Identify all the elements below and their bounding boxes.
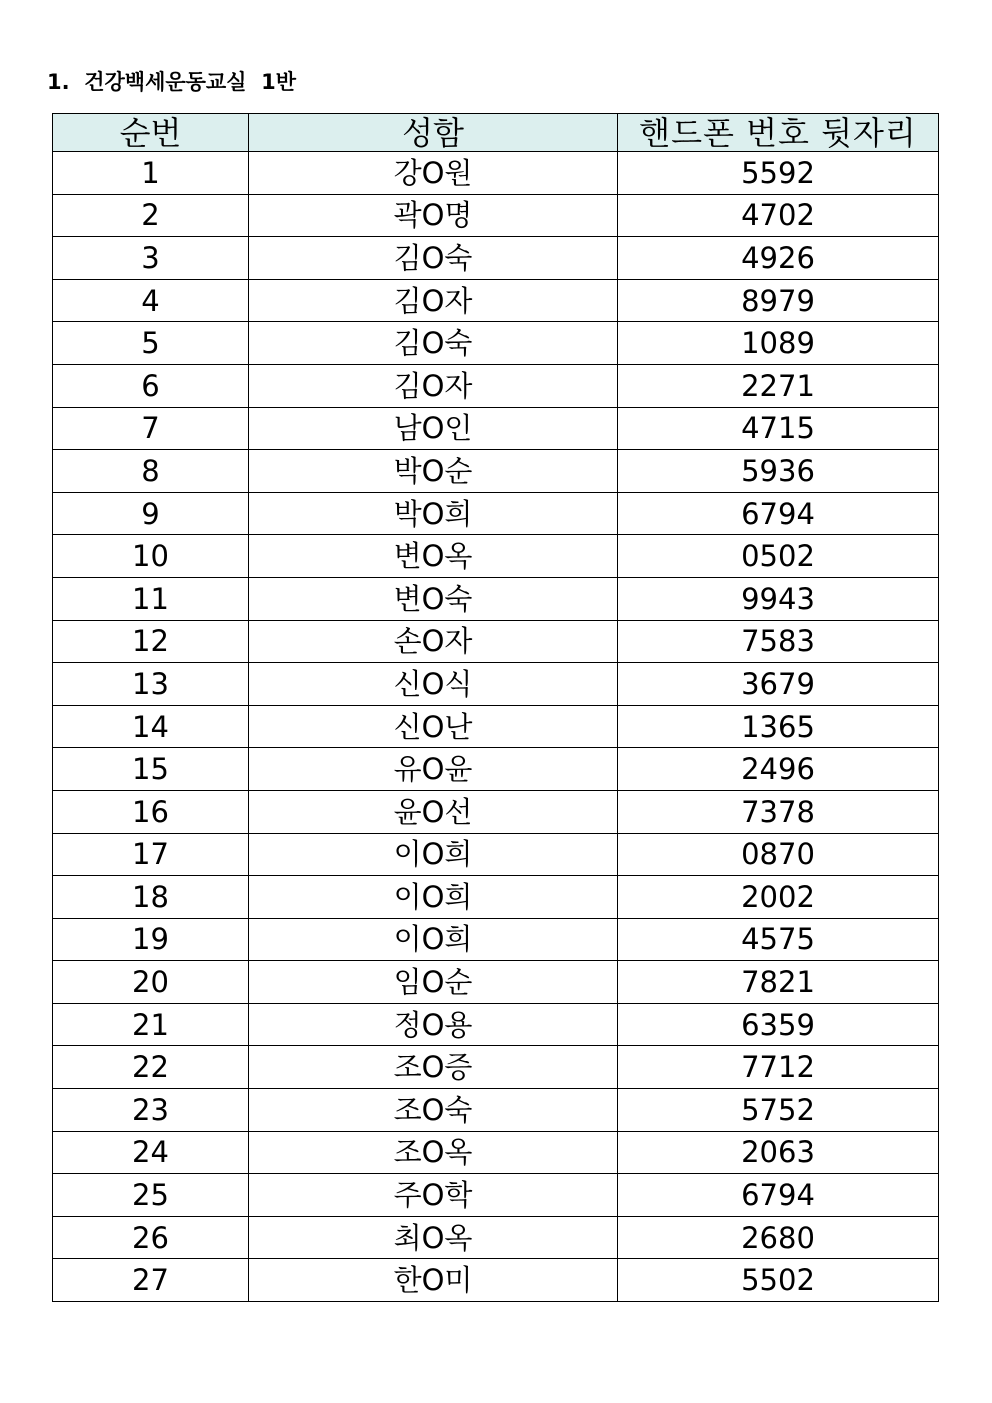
table-row	[53, 492, 939, 535]
cell-number: 12	[53, 620, 249, 663]
cell-phone: 2271	[618, 364, 939, 407]
cell-phone: 6794	[618, 1174, 939, 1217]
table-row	[53, 237, 939, 280]
cell-phone: 1089	[618, 322, 939, 365]
cell-number: 5	[53, 322, 249, 365]
cell-number: 17	[53, 833, 249, 876]
table-row	[53, 407, 939, 450]
cell-name: 조O옥	[249, 1131, 618, 1174]
cell-number: 15	[53, 748, 249, 791]
cell-name: 김O숙	[249, 237, 618, 280]
cell-number: 16	[53, 790, 249, 833]
table-row	[53, 1131, 939, 1174]
cell-number: 22	[53, 1046, 249, 1089]
cell-phone: 5752	[618, 1089, 939, 1132]
cell-name: 손O자	[249, 620, 618, 663]
cell-number: 7	[53, 407, 249, 450]
page-title: 1. 건강백세운동교실 1반	[47, 70, 297, 94]
table-row	[53, 833, 939, 876]
cell-number: 2	[53, 194, 249, 237]
cell-name: 김O자	[249, 279, 618, 322]
cell-number: 4	[53, 279, 249, 322]
cell-phone: 5592	[618, 152, 939, 195]
cell-phone: 6359	[618, 1003, 939, 1046]
cell-number: 19	[53, 918, 249, 961]
table-row	[53, 1259, 939, 1302]
cell-phone: 7821	[618, 961, 939, 1004]
cell-name: 강O원	[249, 152, 618, 195]
table-row	[53, 152, 939, 195]
table-row	[53, 790, 939, 833]
cell-number: 8	[53, 450, 249, 493]
table-row	[53, 364, 939, 407]
cell-phone: 3679	[618, 663, 939, 706]
table-row	[53, 279, 939, 322]
cell-number: 9	[53, 492, 249, 535]
cell-phone: 8979	[618, 279, 939, 322]
table-row	[53, 1174, 939, 1217]
table-row	[53, 961, 939, 1004]
cell-number: 25	[53, 1174, 249, 1217]
cell-phone: 5936	[618, 450, 939, 493]
cell-name: 박O순	[249, 450, 618, 493]
table-row	[53, 918, 939, 961]
table-row	[53, 450, 939, 493]
table-row	[53, 535, 939, 578]
cell-name: 주O학	[249, 1174, 618, 1217]
cell-name: 신O식	[249, 663, 618, 706]
cell-phone: 7378	[618, 790, 939, 833]
cell-name: 이O희	[249, 833, 618, 876]
cell-number: 11	[53, 577, 249, 620]
cell-name: 곽O명	[249, 194, 618, 237]
cell-phone: 4575	[618, 918, 939, 961]
cell-name: 윤O선	[249, 790, 618, 833]
table-row	[53, 748, 939, 791]
cell-phone: 0870	[618, 833, 939, 876]
header-name: 성함	[249, 114, 618, 152]
roster-table	[52, 113, 939, 1302]
cell-phone: 2680	[618, 1216, 939, 1259]
cell-number: 18	[53, 876, 249, 919]
table-header	[53, 114, 939, 152]
cell-name: 김O자	[249, 364, 618, 407]
cell-number: 24	[53, 1131, 249, 1174]
cell-name: 조O증	[249, 1046, 618, 1089]
cell-phone: 5502	[618, 1259, 939, 1302]
cell-number: 1	[53, 152, 249, 195]
cell-phone: 4926	[618, 237, 939, 280]
cell-number: 14	[53, 705, 249, 748]
cell-phone: 7712	[618, 1046, 939, 1089]
cell-number: 26	[53, 1216, 249, 1259]
cell-name: 박O희	[249, 492, 618, 535]
cell-phone: 7583	[618, 620, 939, 663]
header-row	[53, 114, 939, 152]
cell-name: 조O숙	[249, 1089, 618, 1132]
cell-number: 27	[53, 1259, 249, 1302]
cell-number: 10	[53, 535, 249, 578]
cell-name: 김O숙	[249, 322, 618, 365]
table-row	[53, 577, 939, 620]
header-phone: 핸드폰 번호 뒷자리	[618, 114, 939, 152]
cell-name: 신O난	[249, 705, 618, 748]
cell-phone: 0502	[618, 535, 939, 578]
cell-name: 정O용	[249, 1003, 618, 1046]
table-body	[53, 152, 939, 1302]
cell-phone: 2063	[618, 1131, 939, 1174]
cell-name: 유O윤	[249, 748, 618, 791]
cell-number: 23	[53, 1089, 249, 1132]
cell-phone: 1365	[618, 705, 939, 748]
cell-number: 21	[53, 1003, 249, 1046]
cell-phone: 2002	[618, 876, 939, 919]
table-row	[53, 705, 939, 748]
table-row	[53, 1216, 939, 1259]
cell-number: 13	[53, 663, 249, 706]
cell-phone: 6794	[618, 492, 939, 535]
table-row	[53, 322, 939, 365]
cell-name: 변O숙	[249, 577, 618, 620]
cell-number: 20	[53, 961, 249, 1004]
table-row	[53, 876, 939, 919]
cell-phone: 4702	[618, 194, 939, 237]
header-number: 순번	[53, 114, 249, 152]
table-row	[53, 1046, 939, 1089]
cell-name: 이O희	[249, 918, 618, 961]
table-row	[53, 663, 939, 706]
table-row	[53, 1003, 939, 1046]
cell-phone: 9943	[618, 577, 939, 620]
table-row	[53, 1089, 939, 1132]
cell-name: 이O희	[249, 876, 618, 919]
cell-name: 남O인	[249, 407, 618, 450]
cell-name: 최O옥	[249, 1216, 618, 1259]
cell-name: 변O옥	[249, 535, 618, 578]
cell-number: 3	[53, 237, 249, 280]
table-row	[53, 194, 939, 237]
cell-phone: 4715	[618, 407, 939, 450]
cell-phone: 2496	[618, 748, 939, 791]
cell-name: 임O순	[249, 961, 618, 1004]
table-row	[53, 620, 939, 663]
cell-number: 6	[53, 364, 249, 407]
cell-name: 한O미	[249, 1259, 618, 1302]
